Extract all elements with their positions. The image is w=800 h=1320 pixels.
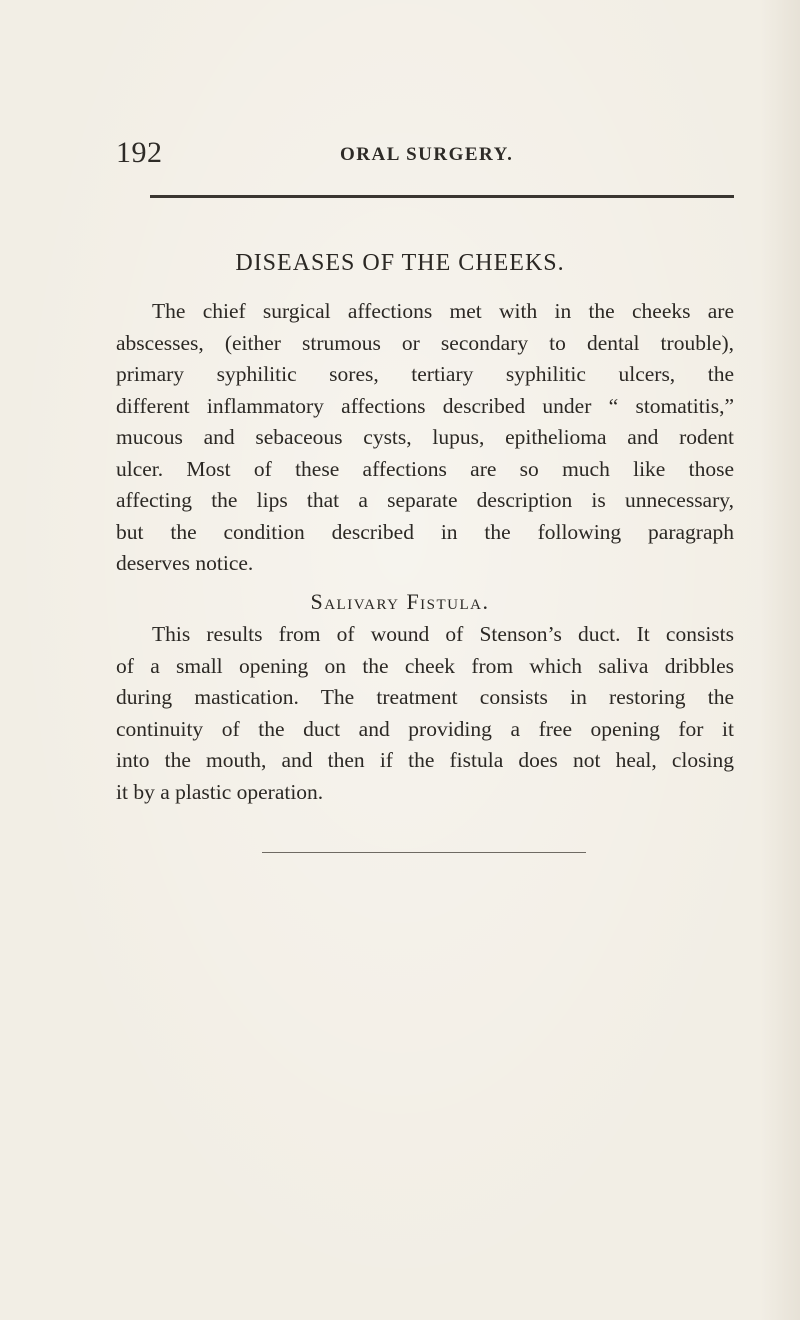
text-line: different inflammatory affections described under “ stomatitis,” xyxy=(116,393,734,418)
text-line: primary syphilitic sores, tertiary syphilitic ulcers, the xyxy=(116,362,734,386)
paragraph-salivary-fistula xyxy=(116,619,734,808)
text-line: abscesses, (either strumous or secondary to dental trouble), xyxy=(116,330,734,355)
text-line: during mastication. The treatment consists in restoring the xyxy=(116,685,734,709)
text-line: This results from of wound of Stenson’s duct. It consists xyxy=(152,622,734,646)
running-title: ORAL SURGERY. xyxy=(340,144,514,165)
text-line: of a small opening on the cheek from which saliva dribbles xyxy=(116,653,734,678)
text-line: into the mouth, and then if the fistula does not heal, closing xyxy=(116,748,734,772)
running-head xyxy=(116,136,736,176)
text-line: continuity of the duct and providing a free opening for it xyxy=(116,716,734,741)
section-heading: DISEASES OF THE CHEEKS. xyxy=(235,250,565,276)
subsection-heading: Salivary Fistula. xyxy=(310,589,490,614)
paragraph-cheek-affections xyxy=(116,296,734,580)
page-number: 192 xyxy=(116,136,163,169)
text-line: deserves notice. xyxy=(116,551,254,575)
text-line: affecting the lips that a separate description is unnecessary, xyxy=(116,488,734,512)
end-rule xyxy=(262,852,586,853)
text-line: The chief surgical affections met with in the cheeks are xyxy=(152,299,734,323)
text-line: mucous and sebaceous cysts, lupus, epithelioma and rodent xyxy=(116,425,734,449)
header-rule xyxy=(150,195,734,198)
text-line: it by a plastic operation. xyxy=(116,779,324,804)
text-line: but the condition described in the following paragraph xyxy=(116,519,734,544)
text-line: ulcer. Most of these affections are so much like those xyxy=(116,456,734,481)
page-edge-shading xyxy=(760,0,800,1320)
